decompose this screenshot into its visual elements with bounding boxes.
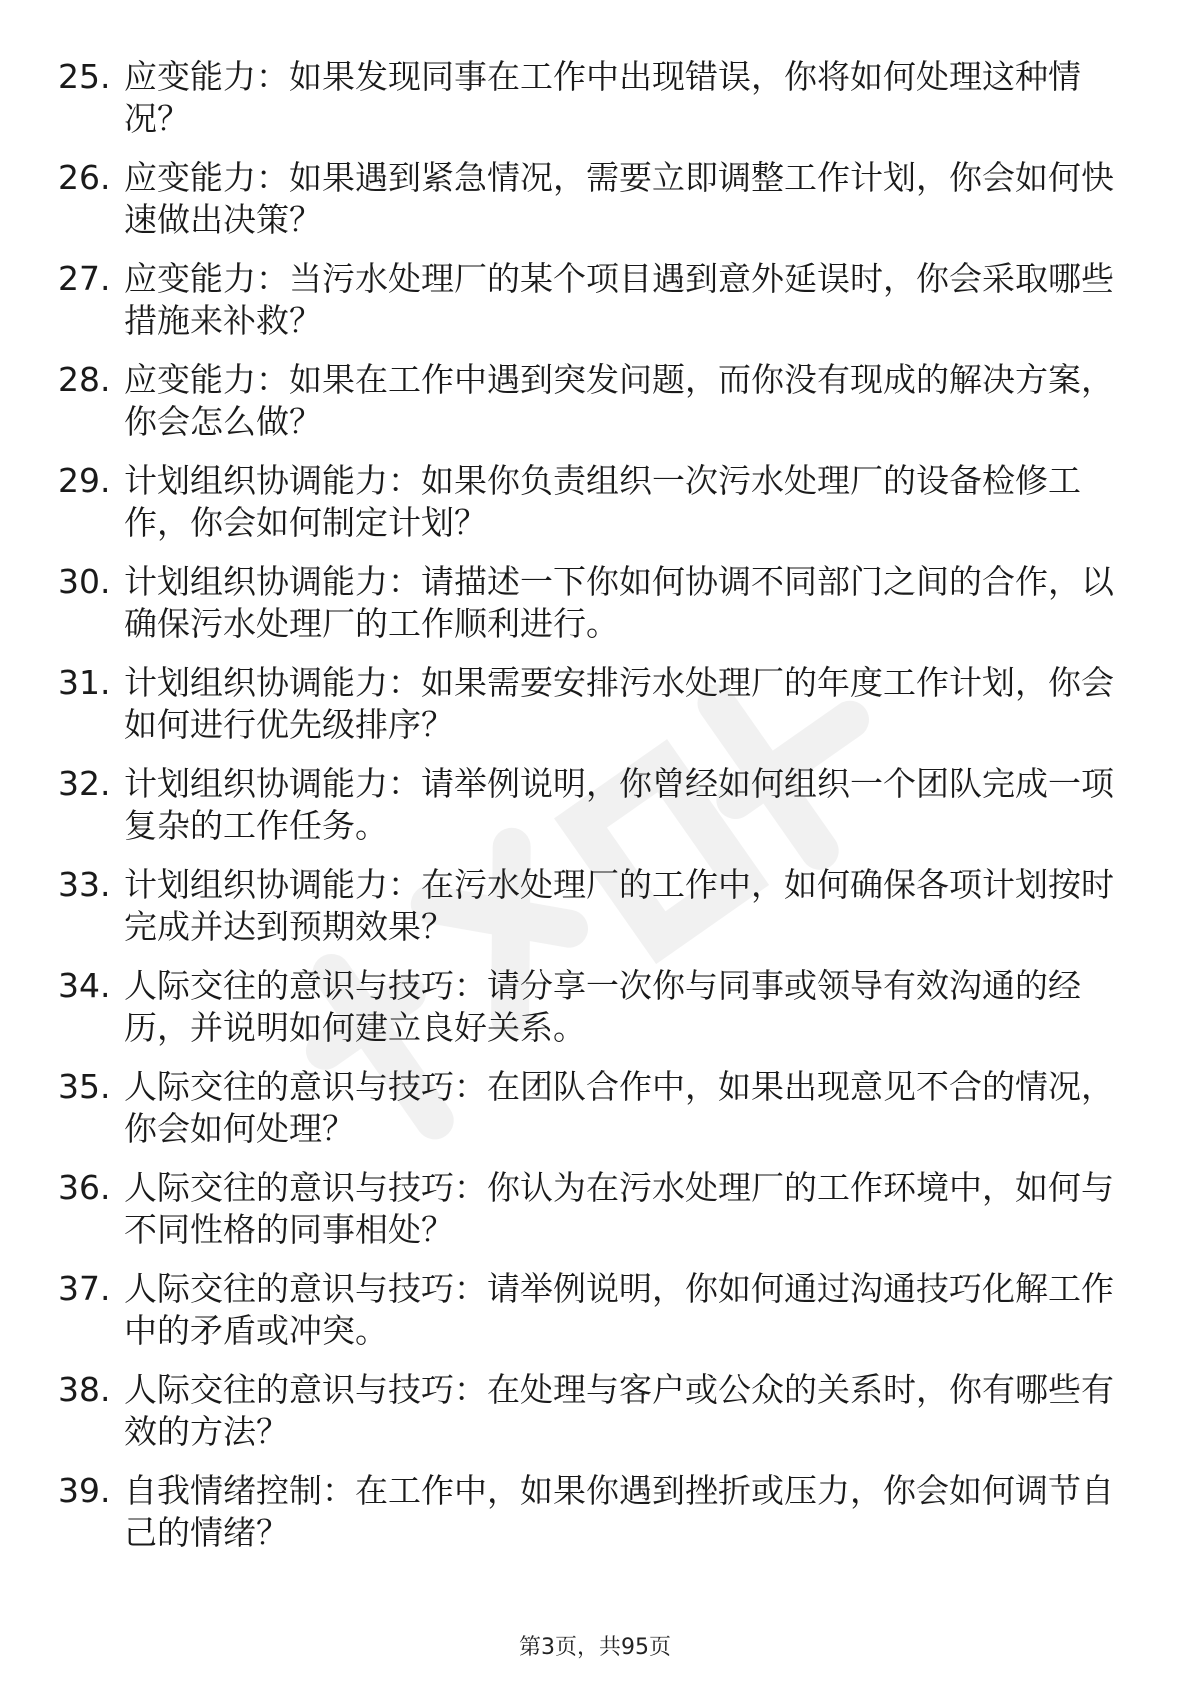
question-list xyxy=(58,56,1118,1571)
question-number: 30. xyxy=(58,562,111,601)
question-number: 27. xyxy=(58,259,111,298)
question-number: 38. xyxy=(58,1370,111,1409)
question-number: 39. xyxy=(58,1471,111,1510)
question-item xyxy=(58,1167,1118,1251)
question-item xyxy=(58,359,1118,443)
question-text: 应变能力：如果遇到紧急情况，需要立即调整工作计划，你会如何快速做出决策？ xyxy=(124,158,1114,239)
question-text: 计划组织协调能力：如果你负责组织一次污水处理厂的设备检修工作，你会如何制定计划？ xyxy=(124,461,1081,542)
question-item xyxy=(58,56,1118,140)
question-item xyxy=(58,258,1118,342)
question-text: 计划组织协调能力：在污水处理厂的工作中，如何确保各项计划按时完成并达到预期效果？ xyxy=(124,865,1114,946)
question-item xyxy=(58,157,1118,241)
question-item xyxy=(58,1369,1118,1453)
question-text: 人际交往的意识与技巧：请分享一次你与同事或领导有效沟通的经历，并说明如何建立良好关系。 xyxy=(124,966,1081,1047)
question-number: 25. xyxy=(58,57,111,96)
question-text: 计划组织协调能力：如果需要安排污水处理厂的年度工作计划，你会如何进行优先级排序？ xyxy=(124,663,1114,744)
question-item xyxy=(58,460,1118,544)
question-text: 计划组织协调能力：请举例说明，你曾经如何组织一个团队完成一项复杂的工作任务。 xyxy=(124,764,1114,845)
question-number: 26. xyxy=(58,158,111,197)
question-item xyxy=(58,662,1118,746)
question-text: 应变能力：如果发现同事在工作中出现错误，你将如何处理这种情况？ xyxy=(124,57,1081,138)
question-number: 33. xyxy=(58,865,111,904)
question-number: 31. xyxy=(58,663,111,702)
page-number-footer: 第3页，共95页 xyxy=(519,1635,671,1660)
question-item xyxy=(58,561,1118,645)
question-number: 36. xyxy=(58,1168,111,1207)
question-number: 28. xyxy=(58,360,111,399)
question-text: 人际交往的意识与技巧：在处理与客户或公众的关系时，你有哪些有效的方法？ xyxy=(124,1370,1114,1451)
question-item xyxy=(58,1268,1118,1352)
question-item xyxy=(58,763,1118,847)
question-text: 人际交往的意识与技巧：在团队合作中，如果出现意见不合的情况，你会如何处理？ xyxy=(124,1067,1114,1148)
question-number: 37. xyxy=(58,1269,111,1308)
question-number: 32. xyxy=(58,764,111,803)
question-item xyxy=(58,1066,1118,1150)
question-text: 应变能力：如果在工作中遇到突发问题，而你没有现成的解决方案，你会怎么做？ xyxy=(124,360,1114,441)
question-text: 自我情绪控制：在工作中，如果你遇到挫折或压力，你会如何调节自己的情绪？ xyxy=(124,1471,1114,1552)
question-item xyxy=(58,965,1118,1049)
question-text: 人际交往的意识与技巧：请举例说明，你如何通过沟通技巧化解工作中的矛盾或冲突。 xyxy=(124,1269,1114,1350)
question-text: 应变能力：当污水处理厂的某个项目遇到意外延误时，你会采取哪些措施来补救？ xyxy=(124,259,1114,340)
question-number: 35. xyxy=(58,1067,111,1106)
question-item xyxy=(58,1470,1118,1554)
question-number: 34. xyxy=(58,966,111,1005)
question-item xyxy=(58,864,1118,948)
question-text: 人际交往的意识与技巧：你认为在污水处理厂的工作环境中，如何与不同性格的同事相处？ xyxy=(124,1168,1114,1249)
question-number: 29. xyxy=(58,461,111,500)
question-text: 计划组织协调能力：请描述一下你如何协调不同部门之间的合作，以确保污水处理厂的工作顺利进行。 xyxy=(124,562,1114,643)
